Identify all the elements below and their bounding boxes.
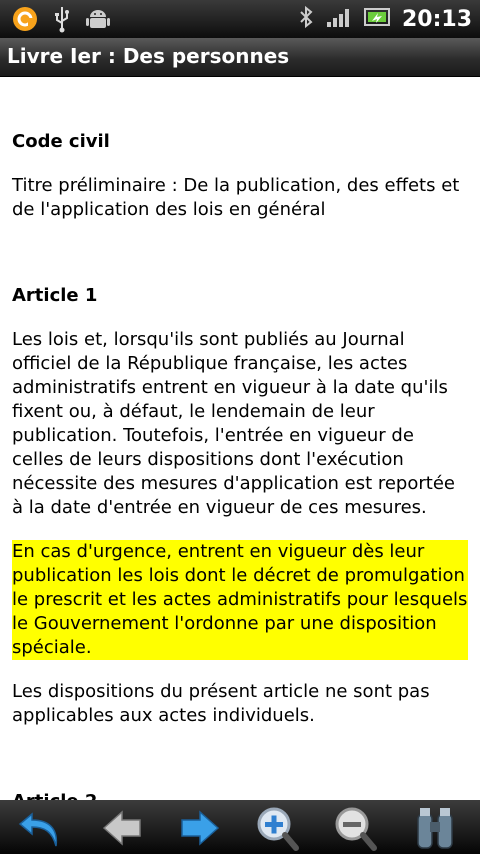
clock: 20:13 — [401, 6, 472, 32]
article-1-heading: Article 1 — [12, 285, 98, 306]
bottom-toolbar — [0, 800, 480, 854]
signal-icon — [326, 6, 352, 32]
bluetooth-icon — [298, 5, 314, 33]
document-heading: Code civil — [12, 131, 110, 152]
previous-icon — [92, 804, 152, 852]
title-bar — [0, 38, 480, 77]
zoom-in-button[interactable] — [248, 804, 308, 852]
android-debug-icon — [86, 6, 110, 36]
search-button[interactable] — [406, 804, 466, 852]
search-binoculars-icon — [406, 804, 466, 852]
back-button[interactable] — [12, 804, 72, 852]
document-view[interactable] — [0, 78, 480, 800]
back-icon — [12, 804, 72, 852]
zoom-out-button[interactable] — [326, 804, 386, 852]
article-1-highlighted-paragraph: En cas d'urgence, entrent en vigueur dès leur publication les lois dont le décret de promulgation le prescrit et les actes administratifs pour lesquels le Gouvernement l'ordonne par une disposition spéciale. — [12, 541, 468, 658]
article-1-paragraph-1: Les lois et, lorsqu'ils sont publiés au Journal officiel de la République française, les actes administratifs entrent en vigueur à la date qu'ils fixent ou, à défaut, le lendemain de leur publication. Toutefois, l'entrée en vigueur de celles de leurs dispositions dont l'exécution nécessite des mesures d'application est reportée à la date d'entrée en vigueur de ces mesures. — [12, 329, 455, 518]
battery-icon — [364, 7, 390, 31]
usb-icon — [52, 5, 72, 37]
next-button[interactable] — [170, 804, 230, 852]
article-1-paragraph-3: Les dispositions du présent article ne sont pas applicables aux actes individuels. — [12, 681, 430, 726]
previous-button[interactable] — [92, 804, 152, 852]
status-bar — [0, 0, 480, 38]
page-title: Livre Ier : Des personnes — [7, 44, 290, 68]
zoom-out-icon — [326, 804, 386, 852]
next-icon — [170, 804, 230, 852]
zoom-in-icon — [248, 804, 308, 852]
app-notification-icon[interactable] — [12, 6, 38, 36]
document-subtitle: Titre préliminaire : De la publication, des effets et de l'application des lois en général — [12, 175, 460, 220]
